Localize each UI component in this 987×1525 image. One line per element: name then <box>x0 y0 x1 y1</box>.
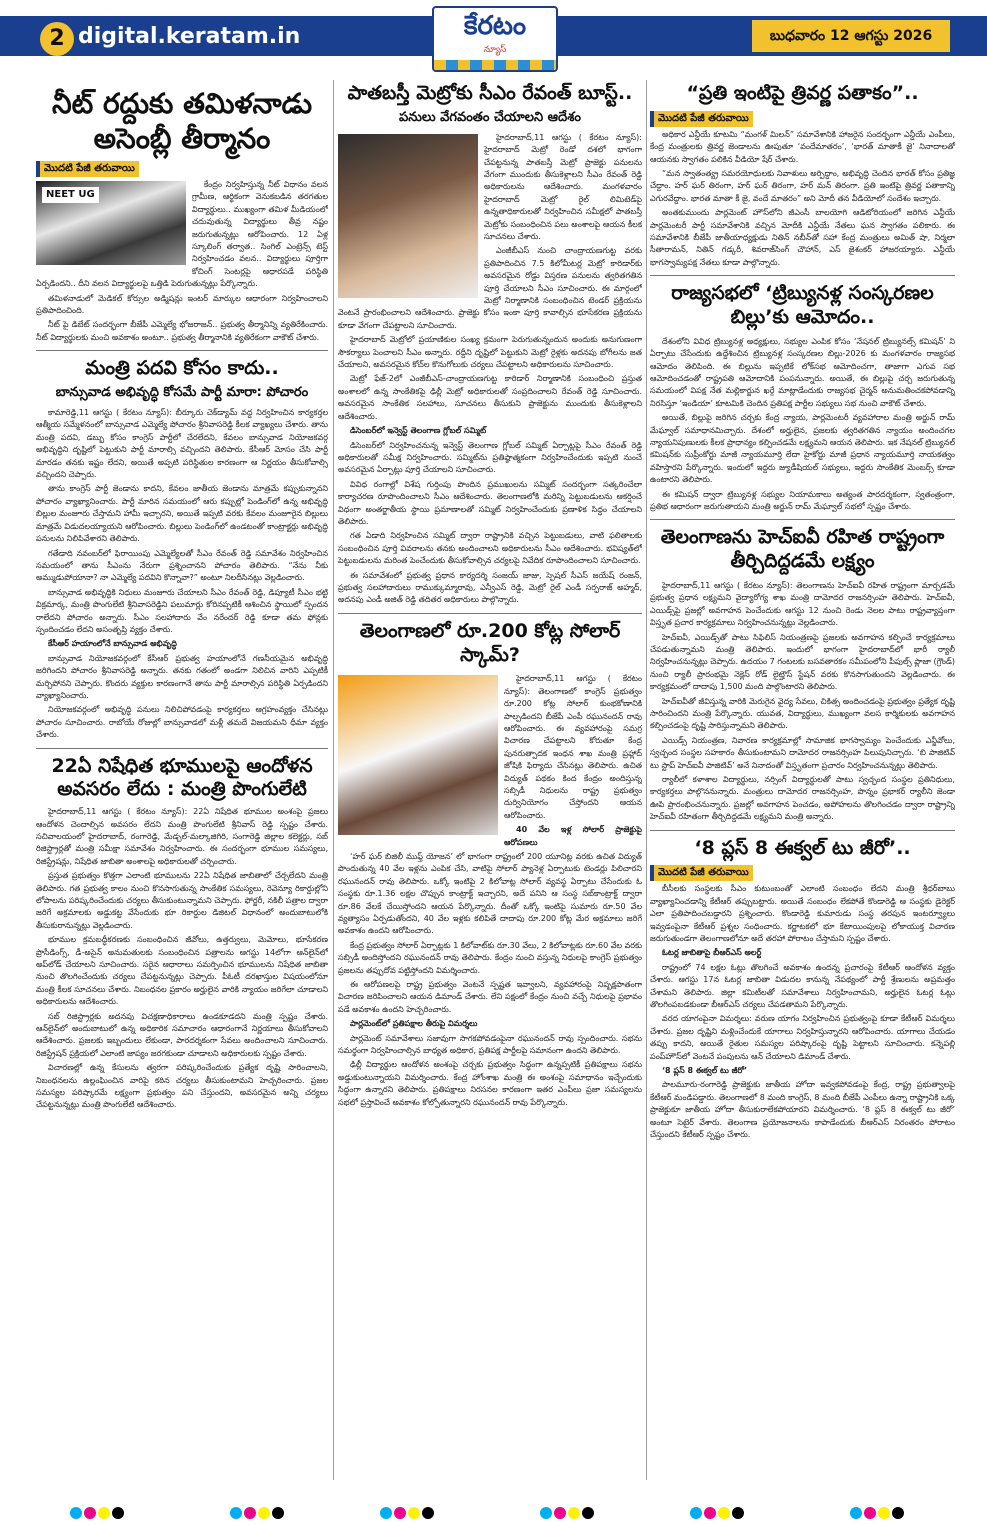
article-hiv <box>650 526 955 823</box>
cmyk-dots-icon <box>70 1504 126 1516</box>
section-subhead: ‘8 ప్లస్ 8 ఈక్వల్ టు జీరో’ <box>662 1066 747 1076</box>
raghunandan-rao-photo <box>338 675 498 835</box>
paragraph: తమిళనాడులో మెడికల్ కోర్సుల అడ్మిషన్లు ఇంటర్ మార్కుల ఆధారంగా నిర్వహించాలని ప్రతిపాదించింది. <box>36 293 328 316</box>
paragraph: నీట్ పై డిబేట్ సందర్భంగా బీజేపీ ఎమ్మెల్యే భోజరాజన్.. ప్రభుత్వ తీర్మానిన్ని వ్యతిరేకించారు. నీట్ విద్యార్థులకు మంచి అవకాశం అంటూ.. ప్రభుత్వ తీర్మానానికి వ్యతిరేకంగా వాకౌట్ చేశారు. <box>36 320 328 342</box>
article-headline: తెలంగాణలో రూ.200 కోట్ల సోలార్ స్కామ్? <box>359 619 621 666</box>
section-subhead: 40 వేల ఇళ్ల సోలార్ ప్రాజెక్టుపై ఆరోపణలు <box>504 825 642 847</box>
article-body <box>36 806 328 1112</box>
article-body <box>36 407 328 742</box>
paragraph: సబ్ రిజిస్ట్రార్లకు అదనపు విచక్షణాధికారాలు ఉండకూడదని మంత్రి స్పష్టం చేశారు. ఆన్‌లైన్‌లో అందుబాటులో ఉన్న అధికారిక సమాచారం ఆధారంగానే నిర్ణయాలు తీసుకోవాలని ఆదేశించారు. ప్రజలకు ఇబ్బందులు లేకుండా, పారదర్శకంగా సేవలు అందించాలని సూచించారు. రిజిస్ట్రేషన్ ప్రక్రియలో ఎలాంటి జాప్యం జరగకుండా చూడాలని అధికారులకు స్పష్టం చేశారు. <box>36 1011 328 1058</box>
paragraph: భూముల క్రమబద్ధీకరణకు సంబంధించిన జీవోలు, ఉత్తర్వులు, మెమోలు, భూసేకరణ ప్రొసీడింగ్స్, డీ-అసైన్ అనుమతులకు సంబంధించిన పత్రాలను ఆగస్టు 14లోగా ఆన్‌లైన్‌లో అప్‌లోడ్ చేయాలని సూచించారు. సరైన ఆధారాలు సమర్పించిన భూములను నిషేధిత జాబితా నుంచి తొలగించేందుకు చర్యలు చేపట్టనున్నట్లు చెప్పారు. పీఓటీ దరఖాస్తుల విషయంలోనూ మంత్రి కీలక సూచనలు చేశారు. నిబంధనల ప్రకారం అర్హులైన వారికి న్యాయం జరిగేలా చూడాలని అధికారులను ఆదేశించారు. <box>36 935 328 1007</box>
paragraph: వరద యాగంపైనా విమర్శలు: వరుణ యాగం నిర్వహించిన ప్రభుత్వంపై కూడా కేటీఆర్ విమర్శలు చేశారు. ప్రజల దృష్టిని మళ్లించేందుకే యాగాలు నిర్వహిస్తున్నారని ఆరోపించారు. యాగాలు చేయడం తప్పు కాదని, అయితే రైతుల సమస్యల పరిష్కారంపై దృష్టి పెట్టాలని సూచించారు. కన్నెపల్లి పంప్‌హౌస్‌లో వెంటనే పంపులను ఆన్ చేయాలని డిమాండ్ చేశారు. <box>650 1014 955 1061</box>
article-neet <box>36 78 328 344</box>
paragraph: ఎయిడ్స్ నియంత్రణ, నివారణ కార్యక్రమాల్లో సామాజిక భాగస్వామ్యం పెంచేందుకు ఎన్జీవోలు, స్వచ్ఛంద సంస్థల సహకారం తీసుకుంటామని దామోదర రాజనర్సింహ పిలుపునిచ్చారు. ‘బి పాజిటివ్ టు స్టాప్ హెచ్‌ఐవీ పాజిటివ్’ అనే నినాదంతో విస్తృతంగా ప్రచారం నిర్వహించనున్నట్లు తెలిపారు. <box>650 735 955 770</box>
article-headline: “ప్రతి ఇంటిపై త్రివర్ణ పతాకం”.. <box>686 82 919 104</box>
paragraph: దేశంలోని వివిధ ట్రిబ్యునళ్ల అధ్యక్షులు, సభ్యుల ఎంపిక కోసం ‘నేషనల్ ట్రిబ్యునల్స్ కమిషన్’ ని ఏర్పాటు చేసేందుకు ఉద్దేశించిన ట్రిబ్యునళ్ల సంస్కరణల బిల్లు-2026 కు మంగళవారం రాజ్యసభ ఆమోదం తెలిపింది. ఈ బిల్లును ఇప్పటికే లోక్‌సభ ఆమోదించగా, తాజాగా ఎగువ సభ ఆమోదించడంతో రాష్ట్రపతి ఆమోదానికి పంపనున్నారు. అయితే, ఈ బిల్లుపై చర్చ జరుగుతున్న సమయంలో విపక్ష నేత మల్లికార్జున ఖర్గే మాట్లాడేందుకు రాజ్యసభ చైర్మన్ అనుమతించకపోవడాన్ని నిరసిస్తూ ‘ఇండియా’ కూటమికి చెందిన ప్రతిపక్ష పార్టీల సభ్యులు సభ నుంచి వాకౌట్ చేశారు. <box>650 336 955 408</box>
article-divider <box>650 275 955 276</box>
article-headline: రాజ్యసభలో ‘ట్రిబ్యునళ్ల సంస్కరణల బిల్లు’కు ఆమోదం.. <box>671 282 934 328</box>
paragraph: బాన్సువాడ నియోజకవర్గంలో కేసీఆర్ ప్రభుత్వ హయాంలోనే గణనీయమైన అభివృద్ధి జరిగిందని పోచారం శ్రీనివాసరెడ్డి అన్నారు. తనకు గతంలో అండగా నిలిచిన వారిని ఎప్పటికీ మర్చిపోనని చెప్పారు. కొందరు వ్యక్తుల కారణంగానే తాను పార్టీ మారాల్సిన పరిస్థితి ఏర్పడిందని వ్యాఖ్యానించారు. <box>36 653 328 700</box>
article-body <box>36 179 328 344</box>
masthead <box>0 0 987 78</box>
paragraph: హైదరాబాద్,11 ఆగస్టు ( కేరటం న్యూస్): తెలంగాణను హెచ్‌ఐవీ రహిత రాష్ట్రంగా మార్చడమే ప్రభుత్వ ప్రధాన లక్ష్యమని వైద్యారోగ్య శాఖ మంత్రి దామోదర రాజనర్సింహ తెలిపారు. హెచ్‌ఐవీ, ఎయిడ్స్‌పై ప్రజల్లో అవగాహన పెంచేందుకు ఆగస్టు 12 నుంచి రెండు నెలల పాటు రాష్ట్రవ్యాప్తంగా విస్తృత ప్రచార కార్యక్రమాలు నిర్వహించనున్నట్లు వెల్లడించారు. <box>650 580 955 628</box>
left-column <box>36 78 328 1488</box>
paragraph: “మన స్వాతంత్య్ర సమరయోధులకు నివాళులు అర్పిద్దాం, అభివృద్ధి చెందిన భారత్ కోసం ప్రతిజ్ఞ చేద్దాం. హర్ ఘర్ తిరంగా, హర్ ఘర్ తిరంగా, హర్ మన్ తిరంగా. ప్రతి ఇంటిపై త్రివర్ణ పతాకాన్ని ఎగురవేద్దాం. భారత మాతా కీ జై, వందే మాతరం” అని మోదీ తన వీడియోలో సందేశం ఇచ్చారు. <box>650 168 955 203</box>
section-subhead: ఓటర్ల జాబితాపై బీఆర్ఎస్ అలర్ట్ <box>662 948 762 958</box>
article-body <box>338 673 642 1109</box>
article-headline: తెలంగాణను హెచ్‌ఐవీ రహిత రాష్ట్రంగా తీర్చిదిద్దడమే లక్ష్యం <box>660 526 945 573</box>
paragraph: గత ఏడాది నిర్వహించిన సమ్మిట్ ద్వారా రాష్ట్రానికి వచ్చిన పెట్టుబడులు, వాటి ఫలితాలకు సంబంధించిన పూర్తి వివరాలను తనకు అందించాలని అధికారులను సీఎం ఆదేశించారు. భవిష్యత్‌లో పెట్టుబడులను మరింత పెంచేందుకు తీసుకోవాల్సిన చర్యలపై నివేదిక రూపొందించాలని సూచించారు. <box>338 531 642 566</box>
paragraph: బాన్సువాడ అభివృద్ధికి నిధులు మంజూరు చేయాలని సీఎం రేవంత్ రెడ్డి, డిప్యూటీ సీఎం భట్టి విక్రమార్క, మంత్రి పొంగులేటి శ్రీనివాసరెడ్డిని పలుమార్లు కోరినప్పటికీ ఆశించిన స్థాయిలో స్పందన రాలేదని పోచారం అన్నారు. సీఎం సలహాదారు వేం నరేందర్ రెడ్డి కూడా తమ ఫోన్లకు స్పందించడం లేదని అసంతృప్తి వ్యక్తం చేశారు. <box>36 587 328 634</box>
paragraph: కేంద్రం నిర్వహిస్తున్న నీట్ విధానం వలన గ్రామీణ, ఆర్థికంగా వెనుకబడిన తరగతుల విద్యార్థులు.. ముఖ్యంగా తమిళ మీడియంలో చదువుతున్న విద్యార్థులు తీవ్ర నష్టం జరుగుతున్నట్లు ఆరోపించారు. 12 ఏళ్ల స్కూలింగ్ తర్వాత.. సింగిల్ ఎంట్రెన్స్ టెస్ట్ నిర్వహించడం వలన.. విద్యార్థులు పూర్తిగా కోచింగ్ సెంటర్లపై ఆధారపడే పరిస్థితి ఏర్పడిందని.. దీని వలన విద్యార్థులపై ఒత్తిడి పెరుగుతున్నట్లు పేర్కొన్నారు. <box>36 180 328 289</box>
section-subhead: డిసెంబర్‌లో ఇన్వెస్ట్ తెలంగాణ గ్లోబల్ సమ్మిట్ <box>350 426 487 436</box>
paragraph: హైదరాబాద్ మెట్రోలో ప్రయాణికుల సంఖ్య క్రమంగా పెరుగుతున్నందున అందుకు అనుగుణంగా సౌకర్యాలు పెంచాలని సీఎం అన్నారు. రద్దీని దృష్టిలో పెట్టుకుని మెట్రో రైళ్లకు అదనపు బోగీలను జత చేయాలని, అవసరమైన కోచ్‌ల కొనుగోలుకు చర్యలు చేపట్టాలని అధికారులను సూచించారు. <box>338 335 642 370</box>
paragraph: ఈ ఆరోపణలపై రాష్ట్ర ప్రభుత్వం వెంటనే స్పష్టత ఇవ్వాలని, వ్యవహారంపై నిష్పక్షపాతంగా విచారణ జరిపించాలని ఆయన డిమాండ్ చేశారు. లేని పక్షంలో కేంద్రం నుంచి వచ్చే నిధులపై ప్రభావం పడే అవకాశం ఉందని హెచ్చరించారు. <box>338 980 642 1014</box>
page-number: 2 <box>40 22 74 56</box>
article-divider <box>650 830 955 831</box>
article-divider <box>650 519 955 520</box>
paragraph: ప్రస్తుత ప్రభుత్వం కొత్తగా ఎలాంటి భూములను 22ఏ నిషేధిత జాబితాలో చేర్చలేదని మంత్రి తెలిపారు. గత ప్రభుత్వ కాలం నుంచి కొనసాగుతున్న సాంకేతిక సమస్యలు, రెవెన్యూ రికార్డుల్లోని లోపాలను పరిష్కరించేందుకు చర్యలు తీసుకుంటున్నామని చెప్పారు. ఫోర్జరీ, నకిలీ పత్రాల ద్వారా జరిగే అక్రమాలకు అడ్డుకట్ట వేసేందుకు భూ రికార్డుల డిజిటల్ విధానంలో అందుబాటులోకి తీసుకురానున్నట్లు వెల్లడించారు. <box>36 871 328 930</box>
neet-photo <box>36 181 186 265</box>
article-headline: 22ఏ నిషేధిత భూములపై ఆందోళన అవసరం లేదు : మంత్రి పొంగులేటి <box>51 754 313 801</box>
article-headline: నీట్ రద్దుకు తమిళనాడు అసెంబ్లీ తీర్మానం <box>51 87 313 155</box>
print-registration-marks <box>0 1496 987 1525</box>
paragraph: హైదరాబాద్,11 ఆగస్టు ( కేరటం న్యూస్): హైదరాబాద్ మెట్రో రెండో దశలో భాగంగా చేపట్టనున్న పాతబస్తీ మెట్రో ప్రాజెక్టు పనులను వేగంగా ముందుకు తీసుకెళ్లాలని సీఎం రేవంత్ రెడ్డి అధికారులను ఆదేశించారు. మంగళవారం హైదరాబాద్ మెట్రో రైల్ లిమిటెడ్‌పై ఉన్నతాధికారులతో నిర్వహించిన సమీక్షలో పాతబస్తీ మెట్రోకు సంబంధించిన పలు అంశాలపై ఆయన కీలక సూచనలు చేశారు. <box>484 132 642 241</box>
newspaper-logo <box>432 6 558 72</box>
article-subheadline: పనులు వేగవంతం చేయాలని ఆదేశం <box>399 109 581 125</box>
paragraph: అంతకుముందు పార్లమెంట్ హౌస్‌లోని జీఎంసీ బాలయోగి ఆడిటోరియంలో జరిగిన ఎన్డీయే పార్లమెంటరీ పార్టీ సమావేశానికి వచ్చిన మోదీకి ఎన్డీయే నేతలు ఘన స్వాగతం పలికారు. ఈ సమావేశానికి బీజేపీ జాతీయాధ్యక్షుడు నితిన్ నబీన్‌తో సహా కేంద్ర మంత్రులు అమిత్ షా, నిర్మలా సీతారామన్, నితిన్ గడ్కరీ, శివరాజ్‌సింగ్ చౌహాన్, ఎస్ జైశంకర్ హాజరయ్యారు. ఎన్డీయే భాగస్వామ్యపక్ష నేతలు కూడా పాల్గొన్నారు. <box>650 208 955 267</box>
paragraph: ‘హర్ ఘర్ బిజిలీ ముఫ్త్ యోజన’ లో భాగంగా రాష్ట్రంలో 200 యూనిట్ల వరకు ఉచిత విద్యుత్ పొందుతున్న 40 వేల ఇళ్లను ఎంపిక చేసి, వాటిపై సోలార్ ప్యానెళ్ల ఏర్పాటుకు టెండర్లు పిలిచారని రఘునందన్ రావు తెలిపారు. ఒక్కో ఇంటిపై 2 కిలోవాట్ల సోలార్ వ్యవస్థ ఏర్పాటు చేసేందుకు ఓ సంస్థకు రూ.1.36 లక్షల చొప్పున కాంట్రాక్ట్ ఇచ్చారని, అదే పనిని ఆ సంస్థ సబ్‌కాంట్రాక్ట్ ద్వారా రూ.86 వేలకే చేయిస్తోందని ఆయన పేర్కొన్నారు. దీంతో ఒక్కో ఇంటిపై సుమారు రూ.50 వేల వ్యత్యాసం ఏర్పడుతోందని, 40 వేల ఇళ్లకు కలిపితే దాదాపు రూ.200 కోట్ల మేర అక్రమాలు జరిగే అవకాశం ఉందని ఆరోపించారు. <box>338 851 642 936</box>
cmyk-dots-icon <box>540 1504 596 1516</box>
continuation-tag: మొదటి పేజీ తరువాయి <box>650 865 753 881</box>
article-ponguleti <box>36 755 328 1112</box>
paragraph: బీసీలకు సంస్థలకు సీఎం కుటుంబంతో ఎలాంటి సంబంధం లేదని మంత్రి శ్రీధర్‌బాబు వ్యాఖ్యానించడాన్ని కేటీఆర్ తప్పుబట్టారు. అయితే సంబంధం లేకపోతే కొండారెడ్డి ఆ సంస్థకు డైరెక్టర్ ఎలా ప్రతిపాదించబడ్డారని ప్రశ్నించారు. కొండారెడ్డి కుమారుడు సంస్థ తరపున ఇంటర్వ్యూలు ఇవ్వడంపైనా కేటీఆర్ ప్రశ్నల సంధించారు. కర్ణాటకలో భూ కేటాయింపులపై లోకాయుక్త విచారణ జరుగుతుండగా తెలంగాణలోనూ అదే తరహా పోరాటం చేస్తామని స్పష్టం చేశారు. <box>650 884 955 943</box>
paragraph: అధికార ఎన్డీయే కూటమి “మంగళ్ మిలన్” సమావేశానికి హాజరైన సందర్భంగా ఎన్డీయే ఎంపీలు, కేంద్ర మంత్రులకు త్రివర్ణ జెండాలను ఊపుతూ ‘వందేమాతరం’, ‘భారత్ మాతాకీ జై’ నినాదాలతో ఆయనకు స్వాగతం పలికిన వీడియో షేర్ చేశారు. <box>650 129 955 164</box>
article-divider <box>36 748 328 749</box>
paragraph: రాష్ట్రంలో 74 లక్షల ఓట్లు తొలగించే అవకాశం ఉందన్న ప్రచారంపై కేటీఆర్ ఆందోళన వ్యక్తం చేశారు. ఆగస్టు 17న ఓటర్ల జాబితా విడుదల కానున్న నేపథ్యంలో పార్టీ శ్రేణులను అప్రమత్తం చేశామని తెలిపారు. జిల్లా కమిటీలతో సమావేశాలు నిర్వహించామని, అర్హులైన ఓటర్ల ఓట్లు తొలగింపబడకుండా బీఆర్ఎస్ చర్యలు చేపడతామని పేర్కొన్నారు. <box>650 962 955 1010</box>
right-column <box>650 78 955 1488</box>
article-tricolour <box>650 78 955 269</box>
photo-caption: NEET UG <box>42 187 99 203</box>
paragraph: ఎంజీబీఎస్ నుంచి చాంద్రాయణగుట్ట వరకు ప్రతిపాదించిన 7.5 కిలోమీటర్ల మెట్రో కారిడార్‌కు అవసరమైన రోడ్డు విస్తరణ పనులను త్వరితగతిన పూర్తి చేయాలని సీఎం సూచించారు. ఈ మార్గంలో మెట్రో నిర్మాణానికి సంబంధించిన టెండర్ ప్రక్రియను వెంటనే ప్రారంభించాలని ఆదేశించారు. ప్రాజెక్టు కోసం ఇంకా పూర్తి కావాల్సిన భూసేకరణ ప్రక్రియను కూడా వేగంగా చేపట్టాలని సూచించారు. <box>338 246 642 330</box>
article-headline: పాతబస్తీ మెట్రోకు సీఎం రేవంత్ బూస్ట్.. <box>347 82 633 104</box>
paragraph: తాను కాంగ్రెస్ పార్టీ జెండాను కాదని, కేవలం జాతీయ జెండాను మాత్రమే కప్పుకున్నానని పోచారం వ్యాఖ్యానించారు. పార్టీ మారిన సమయంలో ఆరు కప్పుల్లో పెండింగ్‌లో ఉన్న అభివృద్ధి బిల్లుల మంజూరు చేస్తామని హామీ ఇచ్చారని, అయితే ఇప్పటి వరకు కేవలం మంజూరైన బిల్లులు మాత్రమే విడుదలయ్యాయని ఆరోపించారు. బిల్లులు పెండింగ్‌లో ఉండటంతో కాంట్రాక్టర్లు అభివృద్ధి పనులను నిలిపివేశారని తెలిపారు. <box>36 484 328 544</box>
article-body <box>650 580 955 824</box>
paragraph: హెచ్‌ఐవీ, ఎయిడ్స్‌తో పాటు సిఫిలిస్ నియంత్రణపై ప్రజలకు అవగాహన కల్పించే కార్యక్రమాలు చేపడుతున్నామని మంత్రి తెలిపారు. ఇందులో భాగంగా హైదరాబాద్‌లో భారీ ర్యాలీ నిర్వహించనున్నట్లు చెప్పారు. ఉదయం 7 గంటలకు బసవతారకం సమీపంలోని పీపుల్స్ ప్లాజా (గ్రౌండ్) నుంచి ర్యాలీ ప్రారంభమై నెక్లెస్ రోడ్ లైట్హౌస్ స్టేషన్ వరకు కొనసాగుతుందని వెల్లడించారు. ఈ కార్యక్రమంలో దాదాపు 1,500 మంది పాల్గొంటారని తెలిపారు. <box>650 632 955 692</box>
revanth-reddy-photo <box>338 134 478 298</box>
continuation-tag: మొదటి పేజీ తరువాయి <box>650 111 753 127</box>
paragraph: ఢిల్లీ విద్యార్థుల ఆందోళన అంశంపై చర్చకు ప్రభుత్వం సిద్ధంగా ఉన్నప్పటికీ ప్రతిపక్షాలు సభను అడ్డుకుంటున్నాయని విమర్శించారు. కేంద్ర హోంశాఖ మంత్రి ఈ అంశంపై సమాధానం ఇచ్చేందుకు సిద్ధంగా ఉన్నారని తెలిపారు. ప్రతిపక్షాలు నిరసనల కారణంగా ఇతర ఎంపీలు ప్రజా సమస్యలను సభలో ప్రస్తావించే అవకాశం కోల్పోతున్నారని రఘునందన్ రావు పేర్కొన్నారు. <box>338 1060 642 1107</box>
paragraph: డిసెంబర్‌లో నిర్వహించనున్న ఇన్వెస్ట్ తెలంగాణ గ్లోబల్ సమ్మిట్ ఏర్పాట్లపై సీఎం రేవంత్ రెడ్డి అధికారులతో సమీక్ష నిర్వహించారు. సమ్మిట్‌ను ప్రతిష్ఠాత్మకంగా నిర్వహించేందుకు ఇప్పటి నుంచే అవసరమైన ఏర్పాట్లు పూర్తి చేయాలని సూచించారు. <box>338 440 642 475</box>
article-body <box>650 129 955 269</box>
paragraph: హెచ్‌ఐవీతో జీవిస్తున్న వారికి మెరుగైన వైద్య సేవలు, చికిత్స అందించడంపై ప్రభుత్వం ప్రత్యేక దృష్టి సారించిందని మంత్రి పేర్కొన్నారు. యువత, విద్యార్థులు, ముఖ్యంగా వలస కార్మికులకు అవగాహన కల్పించడంపై దృష్టి సారిస్తున్నామని తెలిపారు. <box>650 696 955 731</box>
paragraph: వివిధ రంగాల్లో విశేష గుర్తింపు పొందిన ప్రముఖులను సమ్మిట్ సందర్భంగా సత్కరించేలా కార్యాచరణ రూపొందించాలని సీఎం ఆదేశించారు. తెలంగాణలోకి మరిన్ని పెట్టుబడులను ఆకర్షించే విధంగా అంతర్జాతీయ స్థాయి ప్రమాణాలతో సమ్మిట్ నిర్వహించేందుకు ప్రణాళిక సిద్ధం చేయాలని తెలిపారు. <box>338 479 642 526</box>
article-body <box>338 132 642 607</box>
paragraph: మెట్రో ఫేజ్-2లో ఎంజీబీఎస్-చాంద్రాయణగుట్ట కారిడార్ నిర్మాణానికి సంబంధించి ప్రస్తుత అంశాలలో ఉన్న సాంకేతికపై ఢిల్లీ మెట్రో అధికారులతో సంప్రదించాలని రేవంత్ రెడ్డి సూచించారు. అవసరమైన సాంకేతిక సలహాలు, సూచనలు తీసుకుని ప్రాజెక్టును ముందుకు తీసుకెళ్లాలని ఆదేశించారు. <box>338 374 642 421</box>
article-headline: మంత్రి పదవి కోసం కాదు.. <box>85 357 279 380</box>
paragraph: నియోజకవర్గంలో అభివృద్ధి పనులు నిలిచిపోవడంపై కార్యకర్తలు ఆగ్రహంవ్యక్తం చేసినట్లు పోచారం సూచించారు. రాబోయే రోజుల్లో బాన్సువాడలో మళ్లీ తమదే విజయమని ధీమా వ్యక్తం చేశారు. <box>36 705 328 740</box>
paragraph: ఈ సమావేశంలో ప్రభుత్వ ప్రధాన కార్యదర్శి సంజయ్ జాజు, స్పెషల్ సీఎస్ జయేష్ రంజన్, ప్రభుత్వ సలహాదారులు రాముక్కుమ్మారావు, ఎన్వీఎస్ రెడ్డి, మెట్రో రైల్ ఎండీ సర్ఫరాజ్ అహ్మద్, అదనపు ఎండీ అజిత్ రెడ్డి తదితర అధికారులు పాల్గొన్నారు. <box>338 570 642 605</box>
column-divider <box>646 80 647 1480</box>
article-eight-plus-eight <box>650 837 955 1142</box>
article-divider <box>338 613 642 614</box>
article-metro <box>338 78 642 607</box>
section-subhead: కేసీఆర్ హయాంలోనే బాన్సువాడ అభివృద్ధి <box>48 639 177 649</box>
paragraph: పాలమూరు-రంగారెడ్డి ప్రాజెక్టుకు జాతీయ హోదా ఇవ్వకపోవడంపై కేంద్ర, రాష్ట్ర ప్రభుత్వాలపై కేటీఆర్ మండిపడ్డారు. తెలంగాణలో 8 మంది కాంగ్రెస్, 8 మంది బీజేపీ ఎంపీలు ఉన్నా రాష్ట్రానికి ఒక్క ప్రాజెక్టుకూ జాతీయ హోదా తీసుకురాలేకపోయారని విమర్శించారు. ‘8 ప్లస్ 8 ఈక్వల్ టు జీరో’ అంటూ సెటైర్ వేశారు. తెలంగాణ ప్రయోజనాలను కాపాడేందుకు బీఆర్ఎస్ నిరంతరం పోరాటం చేస్తుందని కేటీఆర్ స్పష్టం చేశారు. <box>650 1080 955 1140</box>
cmyk-dots-icon <box>230 1504 286 1516</box>
article-body <box>650 336 955 514</box>
logo-subtitle: న్యూస్ <box>483 45 507 55</box>
paragraph: కామారెడ్డి,11 ఆగస్టు ( కేరటం న్యూస్): బీర్కూరు చెక్‌డ్యామ్ వద్ద నిర్వహించిన కార్యకర్తల ఆత్మీయ సమ్మేళనంలో బాన్సువాడ ఎమ్మెల్యే పోచారం శ్రీనివాసరెడ్డి కీలక వ్యాఖ్యలు చేశారు. తాను మంత్రి పదవి, డబ్బు కోసం కాంగ్రెస్ పార్టీలో చేరలేదని, కేవలం బాన్సువాడ నియోజకవర్గ అభివృద్ధిని దృష్టిలో పెట్టుకుని పార్టీ మారాల్సి వచ్చిందని తెలిపారు. కేసీఆర్ మోసం చేసి పార్టీ మారడం తనకు ఇష్టం లేదని, అయితే అప్పటి పరిస్థితుల కారణంగా ఆ నిర్ణయం తీసుకోవాల్సి వచ్చిందని చెప్పారు. <box>36 408 328 480</box>
cmyk-dots-icon <box>850 1504 906 1516</box>
paragraph: పార్లమెంట్ సమావేశాలు సజావుగా సాగకపోవడంపైనా రఘునందన్ రావు స్పందించారు. సభను సమర్థంగా నిర్వహించాల్సిన బాధ్యత అధికార, ప్రతిపక్ష పార్టీలపై సమానంగా ఉందని తెలిపారు. <box>338 1033 642 1056</box>
article-tribunals <box>650 282 955 513</box>
article-headline: ‘8 ప్లస్ 8 ఈక్వల్ టు జీరో’.. <box>694 836 911 859</box>
paragraph: గతేడాది నవంబర్‌లో ఫిరాయింపు ఎమ్మెల్యేలతో సీఎం రేవంత్ రెడ్డి సమావేశం నిర్వహించిన సమయంలో తాను సీఎంను నేరుగా ప్రశ్నించానని పోచారం తెలిపారు. “నేను నీకు అమ్ముడుపోయానా? నా ఎమ్మెల్యే పదవిని కొన్నావా?” అంటూ నిలదీసినట్లు వెల్లడించారు. <box>36 548 328 583</box>
article-pocharam <box>36 357 328 741</box>
article-body <box>650 883 955 1141</box>
paragraph: హైదరాబాద్,11 ఆగస్టు ( కేరటం న్యూస్): తెలంగాణలో కాంగ్రెస్ ప్రభుత్వం రూ.200 కోట్ల సోలార్ కుంభకోణానికి పాల్పడిందని బీజేపీ ఎంపీ రఘునందన్ రావు ఆరోపించారు. ఈ వ్యవహారంపై సమగ్ర విచారణ చేపట్టాలని కోరుతూ కేంద్ర పునరుత్పాదక ఇంధన శాఖ మంత్రి ప్రహ్లాద్ జోషికి ఫిర్యాదు చేసినట్లు తెలిపారు. ఉచిత విద్యుత్ పథకం కింద కేంద్రం అందిస్తున్న సబ్సిడీ నిధులను రాష్ట్ర ప్రభుత్వం దుర్వినియోగం చేస్తోందని ఆయన ఆరోపించారు. <box>504 674 642 820</box>
issue-date: బుధవారం 12 ఆగస్టు 2026 <box>752 20 950 52</box>
logo-title: కేరటం <box>463 11 527 41</box>
article-solar <box>338 620 642 1109</box>
section-subhead: పార్లమెంట్‌లో ప్రతిపక్షాల తీరుపై విమర్శలు <box>350 1019 478 1029</box>
paragraph: హైదరాబాద్,11 ఆగస్టు ( కేరటం న్యూస్): 22ఏ నిషేధిత భూముల అంశంపై ప్రజలు ఆందోళన చెందాల్సిన అవసరం లేదని మంత్రి పొంగులేటి శ్రీనివాస్ రెడ్డి స్పష్టం చేశారు. సచివాలయంలో హైదరాబాద్, రంగారెడ్డి, మేడ్చల్-మల్కాజిగిరి, సంగారెడ్డి జిల్లాల కలెక్టర్లు, సబ్ రిజిస్ట్రార్లతో మంత్రి సమీక్షా సమావేశం నిర్వహించారు. ఈ సందర్భంగా భూముల సమస్యలు, రిజిస్ట్రేషన్లు, నిషేధిత జాబితా అంశాలపై అధికారులతో చర్చించారు. <box>36 807 328 866</box>
logo-waves-icon <box>434 60 556 70</box>
site-url-link[interactable]: digital.keratam.in <box>78 24 301 49</box>
article-divider <box>36 350 328 351</box>
paragraph: కేంద్ర ప్రభుత్వం సోలార్ ఏర్పాట్లకు 1 కిలోవాట్‌కు రూ.30 వేలు, 2 కిలోవాట్లకు రూ.60 వేల వరకు సబ్సిడీ అందిస్తోందని రఘునందన్ రావు తెలిపారు. కేంద్రం నుంచి వస్తున్న నిధులపై కాంగ్రెస్ ప్రభుత్వం ప్రజలను తప్పుదోవ పట్టిస్తోందని విమర్శించారు. <box>338 940 642 975</box>
paragraph: ఈ కమిషన్ ద్వారా ట్రిబ్యునళ్ల సభ్యుల నియామకాలు అత్యంత పారదర్శకంగా, స్వతంత్రంగా, ప్రతిభ ఆధారంగా జరుగుతాయని మంత్రి అర్జున్ రామ్ మేఘ్వాల్ సభలో స్పష్టం చేశారు. <box>650 489 955 511</box>
cmyk-dots-icon <box>690 1504 746 1516</box>
column-divider <box>333 80 334 1480</box>
paragraph: అయితే, బిల్లుపై జరిగిన చర్చకు కేంద్ర న్యాయ, పార్లమెంటరీ వ్యవహారాల మంత్రి అర్జున్ రామ్ మేఘ్వాల్ సమాధానమిచ్చారు. దేశంలో అర్హులైన, ప్రజలకు త్వరితగతిన న్యాయం అందించగల న్యాయనిపుణులకు కీలక ప్రాధాన్యం కల్పించడమే లక్ష్యమని ఆయన తెలిపారు. ఇక నేషనల్ ట్రిబ్యునల్ కమిషన్‌కు సుప్రీంకోర్టు మాజీ న్యాయమూర్తి లేదా హైకోర్టు మాజీ ప్రధాన న్యాయమూర్తి నాయకత్వం వహిస్తారని పేర్కొన్నారు. ఇందులో ఇద్దరు జ్యుడీషియల్ సభ్యులు, ఇద్దరు సాంకేతిక మెంబర్స్ కూడా ఉంటారని తెలిపారు. <box>650 413 955 485</box>
middle-column <box>338 78 642 1488</box>
continuation-tag: మొదటి పేజీ తరువాయి <box>36 161 139 177</box>
paragraph: ర్యాలీలో కళాశాల విద్యార్థులు, నర్సింగ్ విద్యార్థులతో పాటు స్వచ్ఛంద సంస్థల ప్రతినిధులు, కార్యకర్తలు పాల్గొననున్నారు. మంత్రులు దామోదర రాజనర్సింహ, పొన్నం ప్రభాకర్ ర్యాలీని జెండా ఊపి ప్రారంభించనున్నారు. ప్రజల్లో అవగాహన పెంచడం, అపోహలను తొలగించడం ద్వారా రాష్ట్రాన్ని హెచ్‌ఐవీ రహితంగా తీర్చిదిద్దడమే లక్ష్యమని మంత్రి అన్నారు. <box>650 775 955 822</box>
article-subheadline: బాన్సువాడ అభివృద్ధి కోసమే పార్టీ మారా: పోచారం <box>55 385 309 401</box>
paragraph: విచారణల్లో ఉన్న కేసులను త్వరగా పరిష్కరించేందుకు ప్రత్యేక దృష్టి సారించాలని, నిబంధనలను ఉల్లంఘించిన వారిపై కఠిన చర్యలు తీసుకుంటామని హెచ్చరించారు. ప్రజల సమస్యల పరిష్కారమే లక్ష్యంగా ప్రభుత్వం పని చేస్తుందని, అవసరమైన అన్ని చర్యలు చేపట్టనున్నట్లు మంత్రి పొంగులేటి ఆదేశించారు. <box>36 1063 328 1110</box>
cmyk-dots-icon <box>380 1504 436 1516</box>
